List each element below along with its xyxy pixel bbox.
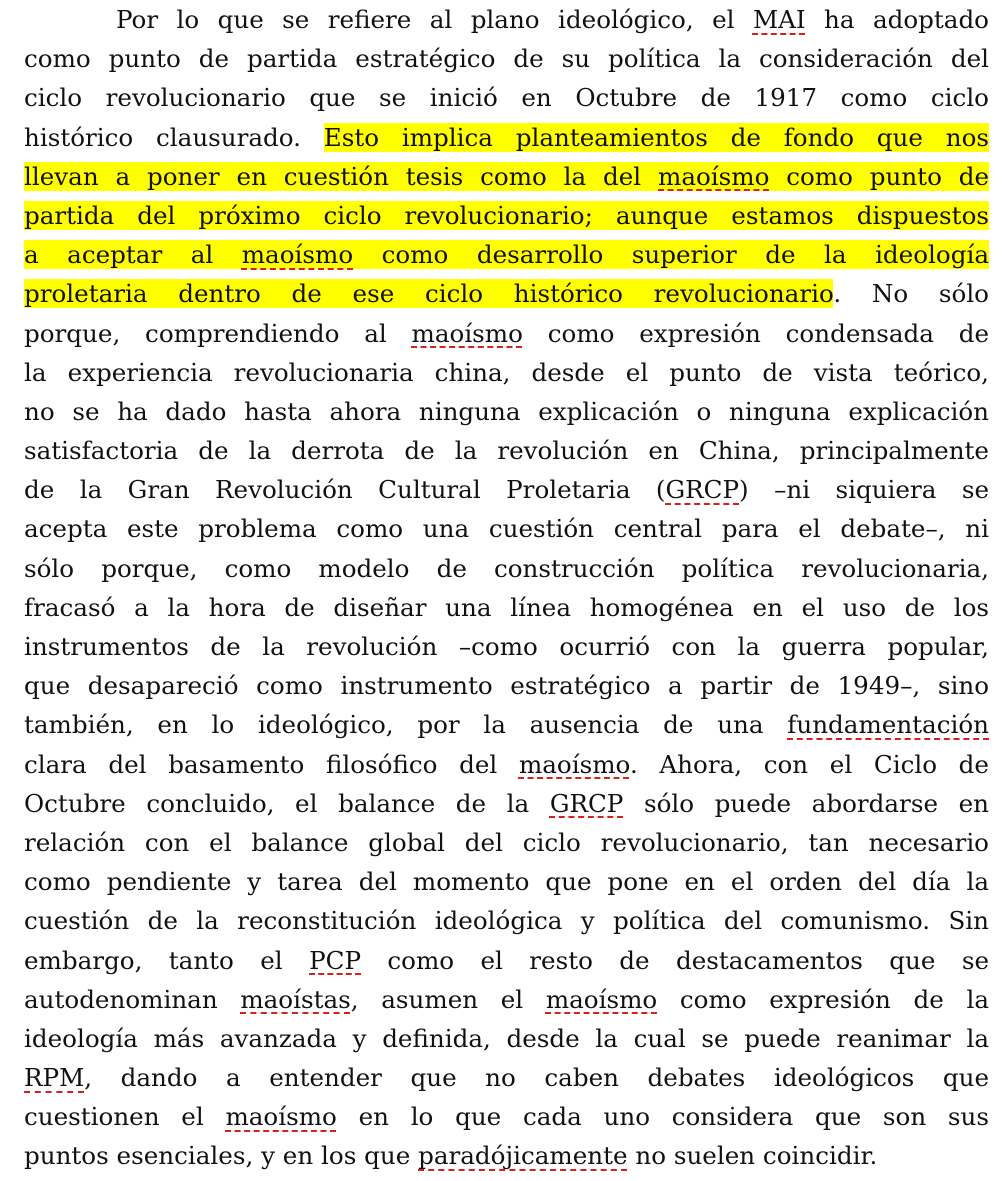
misspelled-word[interactable]: maoísmo	[411, 318, 523, 348]
text-line	[24, 118, 989, 157]
text-segment: no se ha dado hasta ahora ninguna explicación o ninguna explicación	[24, 396, 989, 426]
text-line	[24, 157, 989, 196]
text-segment: sólo porque, como modelo de construcción política revolucionaria,	[24, 553, 989, 583]
text-segment: porque, comprendiendo al	[24, 318, 412, 348]
misspelled-word[interactable]: RPM	[24, 1063, 85, 1093]
misspelled-word[interactable]: paradójicamente	[418, 1141, 628, 1171]
text-line	[24, 627, 989, 666]
text-segment: sólo puede abordarse en	[623, 788, 989, 818]
text-segment: como expresión condensada de	[522, 318, 989, 348]
text-line	[24, 1136, 989, 1175]
text-segment: acepta este problema como una cuestión central para el debate–, ni	[24, 514, 989, 544]
text-line	[24, 470, 989, 509]
text-line	[24, 745, 989, 784]
text-line	[24, 196, 989, 235]
text-segment: no suelen coincidir.	[627, 1141, 878, 1171]
highlighted-misspelled-word[interactable]: maoísmo	[241, 240, 354, 270]
text-segment: también, en lo ideológico, por la ausencia de una	[24, 710, 788, 740]
text-segment: , asumen el	[350, 984, 546, 1014]
text-line	[24, 314, 989, 353]
text-segment: clara del basamento filosófico del	[24, 749, 519, 779]
text-line	[24, 588, 989, 627]
text-segment: satisfactoria de la derrota de la revolución en China, principalmente	[24, 436, 989, 466]
text-segment: autodenominan	[24, 984, 241, 1014]
misspelled-word[interactable]: maoístas	[240, 984, 351, 1014]
highlighted-text: a aceptar al	[24, 240, 242, 270]
highlighted-text: como punto de	[769, 161, 989, 191]
highlighted-text: llevan a poner en cuestión tesis como la del	[24, 161, 658, 191]
text-segment: histórico clausurado.	[24, 122, 324, 152]
misspelled-word[interactable]: PCP	[309, 945, 361, 975]
text-line	[24, 1019, 989, 1058]
text-line	[24, 862, 989, 901]
text-line	[24, 941, 989, 980]
misspelled-word[interactable]: maoísmo	[518, 749, 630, 779]
text-line	[24, 823, 989, 862]
text-line	[24, 549, 989, 588]
text-segment: instrumentos de la revolución –como ocurrió con la guerra popular,	[24, 632, 989, 661]
text-segment: ciclo revolucionario que se inició en Octubre de 1917 como ciclo	[24, 83, 989, 113]
text-segment: que desapareció como instrumento estratégico a partir de 1949–, sino	[24, 671, 989, 701]
highlighted-text: proletaria dentro de ese ciclo histórico revolucionario	[24, 279, 834, 309]
text-segment: Por lo que se refiere al plano ideológico, el	[116, 5, 753, 34]
text-line	[24, 235, 989, 274]
text-segment: ) –ni siquiera se	[739, 475, 989, 505]
text-segment: cuestión de la reconstitución ideológica y política del comunismo. Sin	[24, 906, 989, 936]
text-segment: de la Gran Revolución Cultural Proletaria (	[24, 475, 666, 505]
text-line	[24, 705, 989, 744]
text-segment: como punto de partida estratégico de su política la consideración del	[24, 44, 989, 74]
text-segment: como pendiente y tarea del momento que pone en el orden del día la	[24, 867, 989, 897]
text-segment: ha adoptado	[805, 5, 989, 34]
text-line	[24, 666, 989, 705]
text-line	[24, 1058, 989, 1097]
document-paragraph	[24, 0, 989, 1176]
highlighted-misspelled-word[interactable]: maoísmo	[658, 161, 770, 191]
text-segment: , dando a entender que no caben debates ideológicos que	[84, 1063, 989, 1093]
text-line	[24, 784, 989, 823]
misspelled-word[interactable]: fundamentación	[787, 710, 989, 740]
text-line	[24, 39, 989, 78]
text-line	[24, 0, 989, 39]
text-line	[24, 980, 989, 1019]
text-line	[24, 1097, 989, 1136]
text-line	[24, 78, 989, 117]
text-segment: como el resto de destacamentos que se	[361, 945, 990, 975]
misspelled-word[interactable]: maoísmo	[225, 1102, 337, 1132]
misspelled-word[interactable]: MAI	[752, 5, 806, 34]
highlighted-text: partida del próximo ciclo revolucionario; aunque estamos dispuestos	[24, 200, 989, 230]
text-segment: . Ahora, con el Ciclo de	[629, 749, 989, 779]
text-segment: Octubre concluido, el balance de la	[24, 788, 550, 818]
text-segment: cuestionen el	[24, 1102, 226, 1132]
text-line	[24, 901, 989, 940]
text-line	[24, 509, 989, 548]
highlighted-text: Esto implica planteamientos de fondo que nos	[323, 122, 989, 152]
text-segment: ideología más avanzada y definida, desde la cual se puede reanimar la	[24, 1023, 989, 1053]
highlighted-text: como desarrollo superior de la ideología	[353, 240, 989, 270]
misspelled-word[interactable]: maoísmo	[545, 984, 658, 1014]
text-line	[24, 274, 989, 313]
misspelled-word[interactable]: GRCP	[665, 475, 740, 505]
text-segment: en lo que cada uno considera que son sus	[336, 1102, 989, 1132]
text-segment: la experiencia revolucionaria china, desde el punto de vista teórico,	[24, 357, 989, 387]
text-segment: embargo, tanto el	[24, 945, 310, 975]
misspelled-word[interactable]: GRCP	[549, 788, 624, 818]
text-segment: fracasó a la hora de diseñar una línea homogénea en el uso de los	[24, 592, 989, 622]
text-segment: relación con el balance global del ciclo revolucionario, tan necesario	[24, 827, 989, 857]
text-line	[24, 353, 989, 392]
text-segment: . No sólo	[833, 279, 989, 309]
text-segment: puntos esenciales, y en los que	[24, 1141, 419, 1171]
text-line	[24, 392, 989, 431]
text-segment: como expresión de la	[657, 984, 990, 1014]
text-line	[24, 431, 989, 470]
